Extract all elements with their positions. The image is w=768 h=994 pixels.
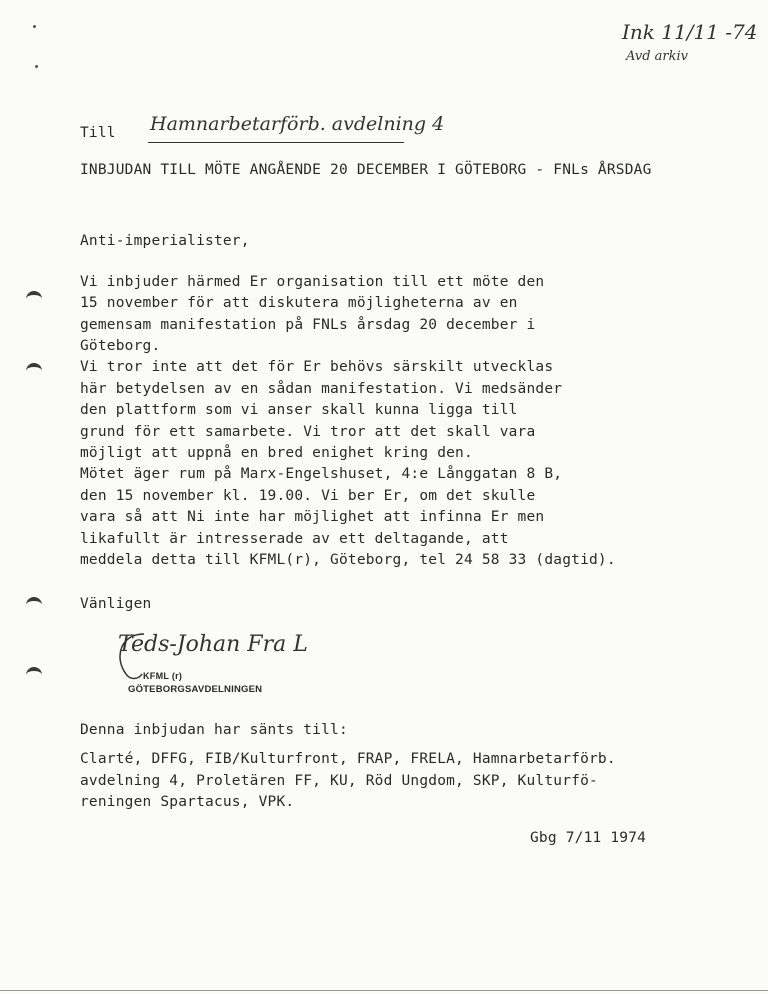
recipients-line: reningen Spartacus, VPK. [80,794,295,810]
body-line: Vi inbjuder härmed Er organisation till ett möte den [80,274,545,290]
body-line: likafullt är intresserade av ett deltagande, att [80,531,509,547]
body-line: gemensam manifestation på FNLs årsdag 20 december i [80,317,536,333]
addressee-underline [148,142,404,143]
body-line: den 15 november kl. 19.00. Vi ber Er, om det skulle [80,488,536,504]
handwritten-signature: Teds-Johan Fra L [118,632,308,657]
recipients-line: Clarté, DFFG, FIB/Kulturfront, FRAP, FRELA, Hamnarbetarförb. [80,751,616,767]
scan-speck [35,65,38,68]
subject-heading: INBJUDAN TILL MÖTE ANGÅENDE 20 DECEMBER I GÖTEBORG - FNLs ÅRSDAG [80,162,652,178]
punch-hole-mark [26,667,42,683]
body-line: meddela detta till KFML(r), Göteborg, tel 24 58 33 (dagtid). [80,552,616,568]
body-line: här betydelsen av en sådan manifestation. Vi medsänder [80,381,563,397]
stamp-kfml: KFML (r) [143,671,183,681]
punch-hole-mark [26,363,42,379]
punch-hole-mark [26,291,42,307]
closing: Vänligen [80,596,152,612]
stamp-goteborgsavdelningen: GÖTEBORGSAVDELNINGEN [128,684,263,695]
page-edge [0,990,768,991]
letter-date: Gbg 7/11 1974 [530,830,647,846]
body-line: den plattform som vi anser skall kunna ligga till [80,402,518,418]
salutation: Anti-imperialister, [80,233,250,249]
recipients-label: Denna inbjudan har sänts till: [80,722,348,738]
body-line: Göteborg. [80,338,161,354]
handwritten-receipt-note: Ink 11/11 -74 [622,20,758,44]
recipients-line: avdelning 4, Proletären FF, KU, Röd Ungdom, SKP, Kulturfö- [80,773,598,789]
handwritten-addressee: Hamnarbetarförb. avdelning 4 [150,113,445,135]
handwritten-archive-note: Avd arkiv [626,49,689,64]
body-line: 15 november för att diskutera möjligheterna av en [80,295,518,311]
body-line: vara så att Ni inte har möjlighet att infinna Er men [80,509,545,525]
scan-speck [33,25,36,28]
body-line: Mötet äger rum på Marx-Engelshuset, 4:e Långgatan 8 B, [80,466,563,482]
body-line: grund för ett samarbete. Vi tror att det skall vara [80,424,536,440]
addressee-prefix: Till [80,125,116,141]
punch-hole-mark [26,597,42,613]
body-line: Vi tror inte att det för Er behövs särskilt utvecklas [80,359,554,375]
body-line: möjligt att uppnå en bred enighet kring den. [80,445,473,461]
